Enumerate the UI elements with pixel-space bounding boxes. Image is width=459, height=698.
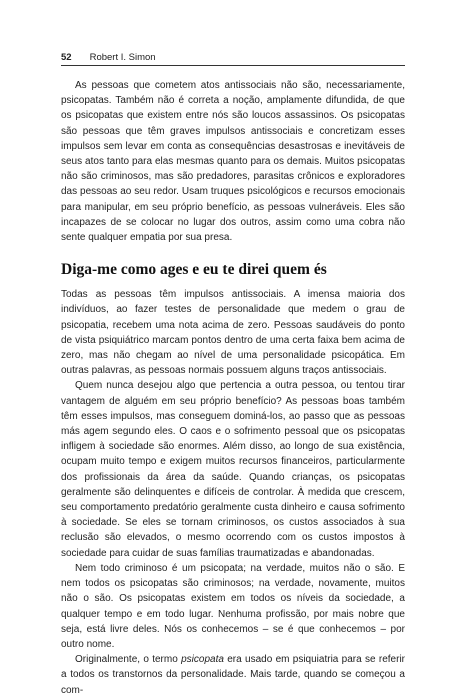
page-number: 52 — [61, 52, 72, 63]
section-paragraph-1: Todas as pessoas têm impulsos antissociais. A imensa maioria dos indivíduos, ao fazer testes de personalidade que medem o grau de psicopatia, recebem uma nota acima de zero. Pessoas saudáveis do ponto de vista psiquiátrico marcam pontos dentro de uma certa faixa bem acima de zero, mas não chegam ao nível de uma personalidade psicopática. Em outras palavras, as pessoas normais possuem alguns traços antissociais. — [61, 289, 405, 377]
section-paragraph-2: Quem nunca desejou algo que pertencia a outra pessoa, ou tentou tirar vantagem de alguém em seu próprio benefício? As pessoas boas também têm esses impulsos, mas conseguem dominá-los, ao passo que as pessoas más agem segundo eles. O caos e o sofrimento pessoal que os psicopatas infligem à sociedade são enormes. Além disso, ao longo de sua existência, ocupam muito tempo e exigem muitos recursos financeiros, particularmente dos profissionais da área da saúde. Quando crianças, os psicopatas geralmente são delinquentes e difíceis de controlar. À medida que crescem, seu comportamento predatório geralmente custa dinheiro e causa sofrimento à sociedade. Se eles se tornam criminosos, os custos associados à sua reclusão são elevados, o mesmo ocorrendo com os custos impostos à sociedade para cuidar de suas famílias traumatizadas e abandonadas. — [61, 380, 405, 559]
italic-term: psicopata — [181, 654, 224, 666]
section-paragraph-3: Nem todo criminoso é um psicopata; na verdade, muitos não o são. E nem todos os psicopatas são criminosos; na verdade, novamente, muitos não o são. Os psicopatas existem em todos os níveis da sociedade, a qualquer tempo e em todo lugar. Nenhuma profissão, por mais nobre que seja, está livre deles. Nós os conhecemos – se é que conhecemos – por outro nome. — [61, 562, 405, 650]
header-rule — [61, 65, 405, 66]
running-author: Robert I. Simon — [89, 52, 156, 63]
intro-paragraph: As pessoas que cometem atos antissociais não são, necessariamente, psicopatas. Também não é correta a noção, amplamente difundida, de que os psicopatas que existem entre nós são loucos assassinos. Os psicopatas são pessoas que têm graves impulsos antissociais e concretizam esses impulsos sem levar em conta as consequências desastrosas e inevitáveis de seus atos tanto para elas mesmas quanto para os demais. Muitos psicopatas não são criminosos, mas são predadores, parasitas crônicos e exploradores das pessoas ao seu redor. Usam truques psicológicos e recursos emocionais para manipular, em seu próprio benefício, as pessoas vulneráveis. Eles são incapazes de se colocar no lugar dos outros, assim como uma cobra não sente qualquer empatia por sua presa. — [61, 80, 405, 244]
paragraph-text-end: era usado em psiquiatria para se referir a todos os transtornos da personalidade. Mais tarde, quando se começou a com- — [61, 654, 405, 696]
body-text — [61, 78, 405, 698]
section-paragraph-4 — [61, 652, 405, 698]
section-heading: Diga-me como ages e eu te direi quem és — [61, 261, 327, 279]
running-header — [61, 52, 405, 63]
paragraph-text-start: Originalmente, o termo — [75, 654, 182, 666]
